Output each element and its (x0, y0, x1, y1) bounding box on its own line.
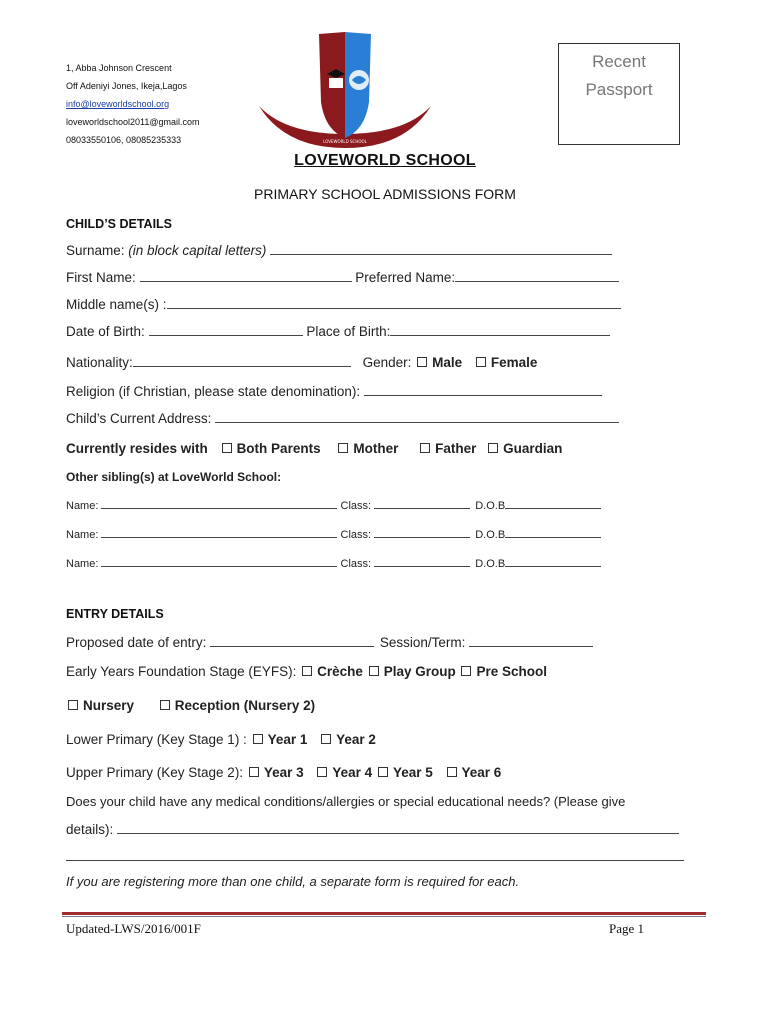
sibling-name-label: Name: (66, 558, 99, 570)
sibling-class-label: Class: (340, 500, 372, 512)
year3-label: Year 3 (263, 765, 304, 780)
surname-hint: (in block capital letters) (128, 243, 267, 258)
proposed-entry-label: Proposed date of entry: (66, 635, 207, 650)
surname-row (66, 242, 612, 258)
sibling-name-input-1[interactable] (101, 498, 337, 509)
svg-text:LOVEWORLD SCHOOL: LOVEWORLD SCHOOL (323, 139, 367, 144)
child-address-input[interactable] (215, 410, 619, 423)
school-crest-logo (255, 30, 435, 152)
email-link-text[interactable]: info@loveworldschool.org (66, 99, 170, 109)
sibling-name-label: Name: (66, 529, 99, 541)
session-label: Session/Term: (379, 635, 466, 650)
sibling-dob-label: D.O.B (475, 500, 506, 512)
nursery-checkbox[interactable] (68, 700, 78, 710)
dob-row (66, 323, 610, 339)
both-parents-checkbox[interactable] (222, 443, 232, 453)
female-checkbox[interactable] (476, 357, 486, 367)
passport-label-2: Passport (585, 80, 653, 99)
mother-checkbox[interactable] (338, 443, 348, 453)
details-row (66, 821, 679, 837)
religion-row (66, 383, 602, 399)
guardian-label: Guardian (503, 441, 563, 456)
creche-checkbox[interactable] (302, 666, 312, 676)
passport-label-1: Recent (592, 52, 646, 71)
resides-label: Currently resides with (66, 441, 208, 456)
nursery-label: Nursery (83, 698, 135, 713)
pob-input[interactable] (390, 323, 610, 336)
preferred-name-input[interactable] (455, 269, 619, 282)
passport-photo-box (558, 43, 680, 145)
session-input[interactable] (469, 634, 593, 647)
pre-school-checkbox[interactable] (461, 666, 471, 676)
details-input-1[interactable] (117, 821, 679, 834)
sibling-class-input-2[interactable] (374, 527, 470, 538)
dob-input[interactable] (149, 323, 303, 336)
surname-input[interactable] (270, 242, 612, 255)
sibling-name-input-2[interactable] (101, 527, 337, 538)
sibling-dob-input-1[interactable] (505, 498, 601, 509)
nationality-row (66, 354, 537, 370)
form-reference: Updated-LWS/2016/001F (66, 921, 201, 936)
year2-label: Year 2 (336, 732, 376, 747)
year5-label: Year 5 (392, 765, 433, 780)
father-label: Father (435, 441, 477, 456)
year4-label: Year 4 (332, 765, 373, 780)
year6-label: Year 6 (461, 765, 502, 780)
footer-rule-thin (62, 916, 706, 917)
lower-primary-row (66, 732, 376, 747)
child-address-label: Child’s Current Address: (66, 411, 212, 426)
male-label: Male (432, 355, 463, 370)
middle-names-label: Middle name(s) : (66, 297, 167, 312)
reception-checkbox[interactable] (160, 700, 170, 710)
sibling-name-input-3[interactable] (101, 556, 337, 567)
year5-checkbox[interactable] (378, 767, 388, 777)
email-2: loveworldschool2011@gmail.com (66, 117, 200, 127)
male-checkbox[interactable] (417, 357, 427, 367)
form-title: PRIMARY SCHOOL ADMISSIONS FORM (254, 186, 516, 202)
father-checkbox[interactable] (420, 443, 430, 453)
sibling-class-label: Class: (340, 558, 372, 570)
sibling-row-2 (66, 527, 601, 541)
eyfs-row (66, 664, 547, 679)
pob-label: Place of Birth: (306, 324, 391, 339)
preferred-name-label: Preferred Name: (355, 270, 456, 285)
year2-checkbox[interactable] (321, 734, 331, 744)
eyfs-label: Early Years Foundation Stage (EYFS): (66, 664, 297, 679)
mother-label: Mother (353, 441, 399, 456)
sibling-row-3 (66, 556, 601, 570)
middle-names-input[interactable] (167, 296, 621, 309)
sibling-dob-label: D.O.B (475, 558, 506, 570)
school-name: LOVEWORLD SCHOOL (294, 152, 476, 169)
sibling-row-1 (66, 498, 601, 512)
nationality-input[interactable] (133, 354, 351, 367)
dob-label: Date of Birth: (66, 324, 145, 339)
childs-details-heading: CHILD’S DETAILS (66, 217, 173, 231)
sibling-class-label: Class: (340, 529, 372, 541)
nationality-label: Nationality: (66, 355, 133, 370)
year4-checkbox[interactable] (317, 767, 327, 777)
play-group-checkbox[interactable] (369, 666, 379, 676)
first-name-input[interactable] (140, 269, 352, 282)
siblings-heading: Other sibling(s) at LoveWorld School: (66, 470, 282, 484)
religion-input[interactable] (364, 383, 602, 396)
sibling-dob-input-2[interactable] (505, 527, 601, 538)
nursery-row (66, 698, 315, 713)
year3-checkbox[interactable] (249, 767, 259, 777)
proposed-entry-input[interactable] (210, 634, 374, 647)
year1-label: Year 1 (267, 732, 308, 747)
medical-question: Does your child have any medical conditions/allergies or special educational needs? (Please give (66, 794, 626, 809)
creche-label: Crèche (317, 664, 363, 679)
footer-rule (62, 912, 706, 915)
sibling-class-input-1[interactable] (374, 498, 470, 509)
resides-row (66, 441, 562, 456)
surname-label: Surname: (66, 243, 125, 258)
first-name-row (66, 269, 619, 285)
guardian-checkbox[interactable] (488, 443, 498, 453)
both-parents-label: Both Parents (236, 441, 321, 456)
address-line-2: Off Adeniyi Jones, Ikeja,Lagos (66, 81, 187, 91)
page-number: Page 1 (609, 921, 645, 936)
first-name-label: First Name: (66, 270, 136, 285)
proposed-entry-row (66, 634, 593, 650)
address-row (66, 410, 619, 426)
religion-label: Religion (if Christian, please state denomination): (66, 384, 361, 399)
female-label: Female (490, 355, 538, 370)
play-group-label: Play Group (383, 664, 456, 679)
details-input-2[interactable] (66, 860, 684, 861)
email-link[interactable] (66, 95, 169, 113)
year6-checkbox[interactable] (447, 767, 457, 777)
entry-details-heading: ENTRY DETAILS (66, 607, 164, 621)
sibling-dob-input-3[interactable] (505, 556, 601, 567)
middle-names-row (66, 296, 621, 312)
phone-numbers: 08033550106, 08085235333 (66, 135, 182, 145)
registration-note: If you are registering more than one child, a separate form is required for each. (66, 874, 520, 889)
sibling-name-label: Name: (66, 500, 99, 512)
lower-primary-label: Lower Primary (Key Stage 1) : (66, 732, 247, 747)
pre-school-label: Pre School (476, 664, 548, 679)
year1-checkbox[interactable] (253, 734, 263, 744)
address-line-1: 1, Abba Johnson Crescent (66, 63, 172, 73)
details-label: details): (66, 822, 114, 837)
sibling-class-input-3[interactable] (374, 556, 470, 567)
gender-label: Gender: (362, 355, 412, 370)
upper-primary-row (66, 765, 501, 780)
upper-primary-label: Upper Primary (Key Stage 2): (66, 765, 244, 780)
sibling-dob-label: D.O.B (475, 529, 506, 541)
reception-label: Reception (Nursery 2) (174, 698, 316, 713)
